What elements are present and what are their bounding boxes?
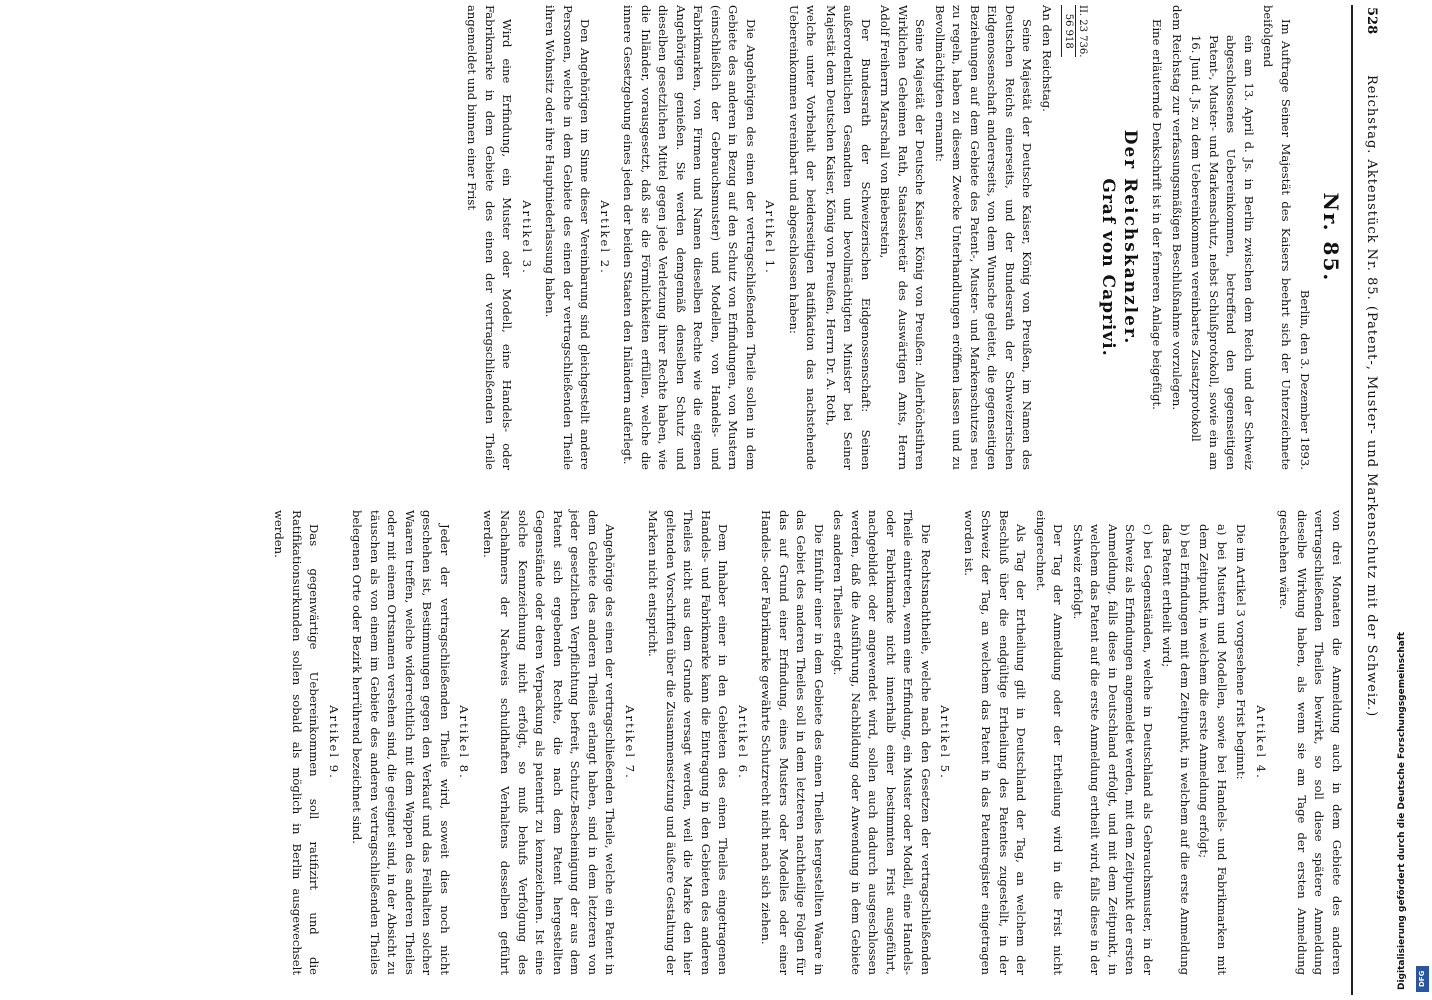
article-3-title: Artikel 3. bbox=[520, 200, 534, 275]
preamble-paragraph: Seine Majestät der Deutsche Kaiser, König von Preußen, im Namen des Deutschen Reichs einerseits, und der Bundesrath der Schweizerischen Eidgenossenschaft andererseits, von dem Wunsche geleitet, die gegenseitigen Beziehungen auf dem Gebiete des Patent-, Muster- und Markenschutzes neu zu regeln, haben zu diesem Zwecke Unterhandlungen eröffnen lassen und zu Bevollmächtigten ernannt: bbox=[933, 5, 1035, 470]
document-date: Berlin, den 3. Dezember 1893. bbox=[1298, 289, 1313, 470]
signature-name: Graf von Caprivi. bbox=[1098, 178, 1119, 357]
reference-number bbox=[1061, 5, 1089, 470]
article-3-text: Wird eine Erfindung, ein Muster oder Modell, eine Handels- oder Fabrikmarke in dem Gebiete des einen der vertragschließenden Theile angemeldet und binnen einer Frist bbox=[465, 5, 515, 470]
article-9-text: Das gegenwärtige Uebereinkommen soll ratifizirt und die Ratifikationsurkunden sollen sobald als möglich in Berlin ausgewechselt werden. bbox=[272, 510, 322, 975]
page-number: 528 bbox=[1364, 7, 1379, 35]
article-4-intro: Die im Artikel 3 vorgesehene Frist beginnt: bbox=[1234, 524, 1249, 780]
article-4-item-c: c) bei Gegenständen, welche in Deutschland als Gebrauchsmuster, in der Schweiz als Erfindungen angemeldet werden, mit dem Zeitpunkt der ersten Anmeldung, falls diese in Deutschland erfolgt, und mit dem Zeitpunkt, in welchem das Patent auf die erste Anmeldung ertheilt wird, falls diese in der Schweiz erfolgt. bbox=[1071, 524, 1155, 975]
article-7-title: Artikel 7. bbox=[623, 705, 637, 780]
document-number: Nr. 85. bbox=[1319, 192, 1343, 283]
running-title: Reichstag. Aktenstück Nr. 85. (Patent-, Muster- und Markenschutz mit der Schweiz.) bbox=[1364, 75, 1379, 718]
dfg-logo: DFG bbox=[1416, 966, 1429, 992]
right-column bbox=[268, 510, 1345, 975]
plenipotentiary-2: Der Bundesrath der Schweizerischen Eidgenossenschaft: Seinen außerordentlichen Gesandten und bevollmächtigten Minister bei Seiner Majestät dem Deutschen Kaiser, König von Preußen, Herrn Dr. A. Roth, bbox=[824, 5, 873, 470]
article-4-title: Artikel 4. bbox=[1254, 705, 1268, 780]
article-4-item-b: b) bei Erfindungen mit dem Zeitpunkt, in welchem auf die erste Anmeldung das Patent ertheilt wird; bbox=[1160, 524, 1192, 975]
article-8-title: Artikel 8. bbox=[457, 705, 472, 780]
reference-numerator: II. 23 736. bbox=[1077, 5, 1088, 58]
article-8-text: Jeder der vertragschließenden Theile wird, soweit dies noch nicht geschehen ist, Bestimmungen gegen den Verkauf und das Feilhalten solcher Waaren treffen, welche widerrechtlich mit dem Wappen des anderen Theiles oder mit einem Ortsnamen versehen sind, die geeignet sind, in der Absicht zu täuschen als von einem im Gebiete des anderen vertragschließenden Theiles belegenen Orte oder Bezirk herrührend bezeichnet sind. bbox=[350, 510, 452, 975]
intro-end: dem Reichstag zur verfassungsmäßigen Beschlußnahme vorzulegen. bbox=[1170, 5, 1184, 411]
article-5-text-b: Die Einfuhr einer in dem Gebiete des einen Theiles hergestellten Waare in das Gebiet des anderen Theiles soll in dem letzteren nachtheilige Folgen für das auf Grund einer Erfindung, eines Musters oder Modelles oder einer Handels- oder Fabrikmarke gewährte Schutzrecht nicht nach sich ziehen. bbox=[759, 510, 826, 975]
reference-denominator: 56 918 bbox=[1063, 13, 1074, 49]
article-5-text: Die Rechtsnachtheile, welche nach den Gesetzen der vertragschließenden Theile eintreten, wenn eine Erfindung, ein Muster oder Modell, eine Handels- oder Fabrikmarke nicht innerhalb einer bestimmten Frist ausgeführt, nachgebildet oder angewendet wird, sollen auch dadurch ausgeschlossen werden, daß die Ausführung, Nachbildung oder Anwendung in dem Gebiete des anderen Theiles erfolgt. bbox=[831, 510, 933, 975]
plenipotentiary-3: welche unter Vorbehalt der beiderseitigen Ratifikation das nachstehende Uebereinkommen vereinbart und abgeschlossen haben: bbox=[787, 5, 819, 470]
addressee: An den Reichstag. bbox=[1040, 5, 1054, 112]
left-column bbox=[461, 5, 1345, 470]
article-7-text: Angehörige des einen der vertragschließenden Theile, welche ein Patent in dem Gebiete des anderen Theiles erlangt haben, sind in dem letzteren von jeder gesetzlichen Verpflichtung befreit, Schutz-Bescheinigung der aus dem Patent sich ergebenden Rechte, die nach dem Patent hergestellten Gegenstände oder deren Verpackung als patentirt zu kennzeichnen. Ist eine solche Kennzeichnung nicht erfolgt, so muß behufs Verfolgung des Nachahmers der Nachweis schuldhaften Verhaltens desselben geführt werden. bbox=[481, 510, 618, 975]
digitization-note: Digitalisierung gefördert durch die Deutsche Forschungsgemeinschaft bbox=[1397, 631, 1407, 990]
article-1-title: Artikel 1. bbox=[763, 200, 778, 275]
article-4-item-a: a) bei Mustern und Modellen, sowie bei Handels- und Fabrikmarken mit dem Zeitpunkt, in welchem die erste Anmeldung erfolgt; bbox=[1197, 524, 1229, 975]
article-6-title: Artikel 6. bbox=[736, 705, 750, 780]
page-header bbox=[1351, 5, 1385, 995]
plenipotentiary-1: Seine Majestät der Deutsche Kaiser, König von Preußen: Allerhöchstihren Wirklichen Geheimen Rath, Staatssekretär des Auswärtigen Amts, Herrn Adolf Freiherrn Marschall von Bieberstein, bbox=[878, 5, 928, 470]
article-9-title: Artikel 9. bbox=[327, 705, 341, 780]
intro-list-item: ein am 13. April d. Js. in Berlin zwischen dem Reich und der Schweiz abgeschlossenes Uebereinkommen, betreffend den gegenseitigen Patent-, Muster- und Markenschutz, nebst Schlußprotokoll, sowie ein am 16. Juni d. Js. zu dem Uebereinkommen vereinbartes Zusatzprotokoll bbox=[1189, 35, 1256, 470]
article-5-title: Artikel 5. bbox=[938, 705, 953, 780]
signature-title: Der Reichskanzler. bbox=[1120, 129, 1140, 346]
article-2-text: Den Angehörigen im Sinne dieser Vereinbarung sind gleichgestellt andere Personen, welche in dem Gebiete des einen der vertragschließenden Theile ihren Wohnsitz oder ihre Hauptniederlassung haben. bbox=[543, 5, 593, 470]
article-3-continuation: von drei Monaten die Anmeldung auch in dem Gebiete des anderen vertragschließenden Theiles bewirkt, so soll diese spätere Anmeldung dieselbe Wirkung haben, als wenn sie am Tage der ersten Anmeldung geschehen wäre. bbox=[1277, 510, 1344, 975]
article-1-text: Die Angehörigen des einen der vertragschließenden Theile sollen in dem Gebiete des anderen in Bezug auf den Schutz von Erfindungen, von Mustern (einschließlich der Gebrauchsmuster) und Modellen, von Handels- und Fabrikmarken, von Firmen und Namen dieselben Rechte wie die eigenen Angehörigen genießen. Sie werden demgemäß denselben Schutz und dieselben gesetzlichen Mittel gegen jede Verletzung ihrer Rechte haben, wie die Inländer, vorausgesetzt, daß sie die Förmlichkeiten erfüllen, welche die innere Gesetzgebung eines jeden der beiden Staaten den Inländern auferlegt. bbox=[621, 5, 758, 470]
article-6-text: Dem Inhaber einer in den Gebieten des einen Theiles eingetragenen Handels- und Fabrikmarke kann die Eintragung in den Gebieten des anderen Theiles nicht aus dem Grunde versagt werden, weil die Marke den hier geltenden Vorschriften über die Zusammensetzung und äußere Gestaltung der Marken nicht entspricht. bbox=[646, 510, 731, 975]
article-2-title: Artikel 2. bbox=[598, 200, 612, 275]
article-4-text-d: Der Tag der Anmeldung oder der Ertheilung wird in die Frist nicht eingerechnet. bbox=[1034, 510, 1066, 975]
intro-paragraph: Im Auftrage Seiner Majestät des Kaisers beehrt sich der Unterzeichnete beifolgend bbox=[1261, 5, 1293, 470]
article-4-text-e: Als Tag der Ertheilung gilt in Deutschland der Tag, an welchem der Beschluß über die endgültige Ertheilung des Patentes zugestellt, in der Schweiz der Tag, an welchem das Patent in das Patentregister eingetragen worden ist. bbox=[962, 510, 1029, 975]
memo-paragraph: Eine erläuternde Denkschrift ist in der ferneren Anlage beigefügt. bbox=[1150, 19, 1165, 410]
rotated-document-page bbox=[45, 5, 1385, 995]
